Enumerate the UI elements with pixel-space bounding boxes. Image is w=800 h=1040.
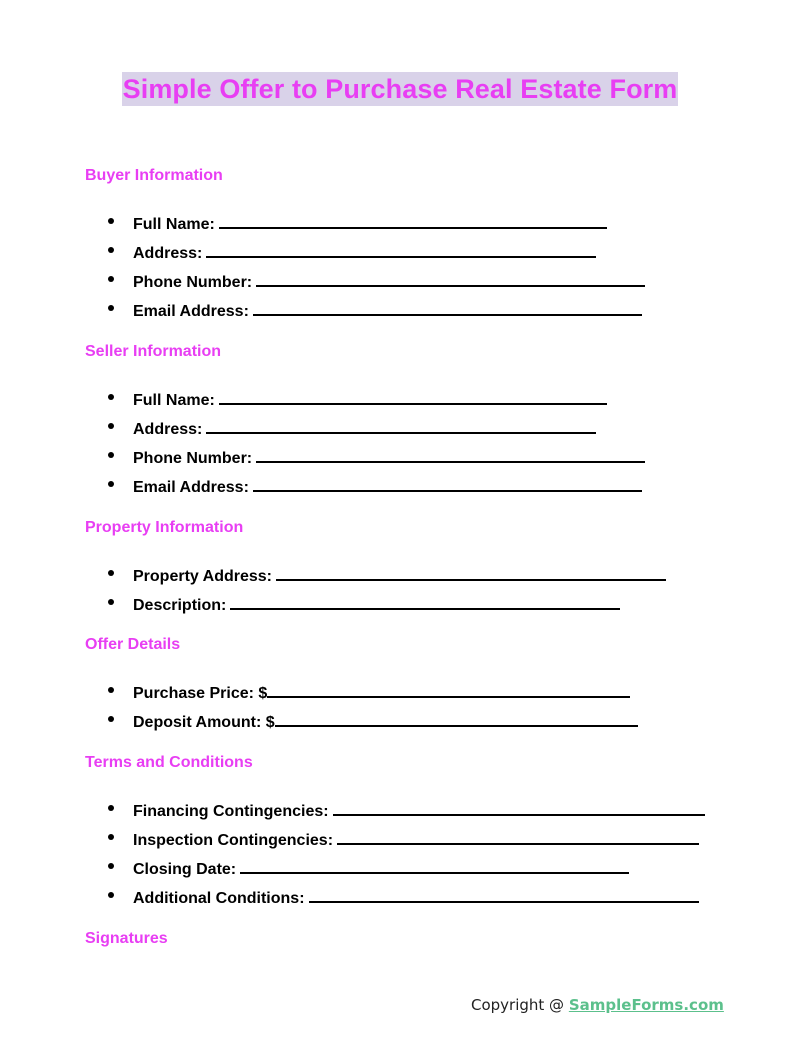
bullet-icon xyxy=(108,305,114,311)
full-name-blank-line[interactable] xyxy=(219,211,607,229)
bullet-icon xyxy=(108,863,114,869)
purchase-price-blank-line[interactable] xyxy=(267,680,630,698)
field-label: Deposit Amount: xyxy=(133,714,262,731)
phone-blank-line[interactable] xyxy=(256,445,645,463)
bullet-icon xyxy=(108,452,114,458)
seller-phone-field xyxy=(106,445,645,474)
sampleforms-link[interactable]: SampleForms.com xyxy=(568,996,724,1014)
seller-address-field xyxy=(106,416,645,445)
field-label: Property Address: xyxy=(133,568,272,585)
property-address-field xyxy=(106,563,666,592)
additional-conditions-blank-line[interactable] xyxy=(309,885,699,903)
section-heading-seller: Seller Information xyxy=(85,343,222,360)
closing-date-blank-line[interactable] xyxy=(240,856,629,874)
bullet-icon xyxy=(108,218,114,224)
bullet-icon xyxy=(108,394,114,400)
property-fields-list xyxy=(106,563,666,621)
section-heading-property: Property Information xyxy=(85,519,244,536)
bullet-icon xyxy=(108,892,114,898)
seller-email-field xyxy=(106,474,645,503)
financing-blank-line[interactable] xyxy=(333,798,705,816)
field-label: Phone Number: xyxy=(133,450,253,467)
additional-conditions-field xyxy=(106,885,705,914)
financing-contingencies-field xyxy=(106,798,705,827)
bullet-icon xyxy=(108,570,114,576)
title-wrapper xyxy=(0,72,800,106)
field-label: Address: xyxy=(133,421,203,438)
terms-fields-list xyxy=(106,798,705,914)
description-blank-line[interactable] xyxy=(230,592,620,610)
section-heading-offer: Offer Details xyxy=(85,636,181,653)
field-label: Purchase Price: xyxy=(133,685,254,702)
page-title: Simple Offer to Purchase Real Estate Form xyxy=(122,74,678,104)
bullet-icon xyxy=(108,834,114,840)
section-heading-terms: Terms and Conditions xyxy=(85,754,253,771)
email-blank-line[interactable] xyxy=(253,474,642,492)
field-label: Address: xyxy=(133,245,203,262)
currency-prefix: $ xyxy=(258,685,268,702)
property-address-blank-line[interactable] xyxy=(276,563,666,581)
field-label: Email Address: xyxy=(133,303,249,320)
phone-blank-line[interactable] xyxy=(256,269,645,287)
bullet-icon xyxy=(108,423,114,429)
bullet-icon xyxy=(108,716,114,722)
bullet-icon xyxy=(108,481,114,487)
buyer-address-field xyxy=(106,240,645,269)
seller-full-name-field xyxy=(106,387,645,416)
inspection-contingencies-field xyxy=(106,827,705,856)
copyright-text: Copyright @ xyxy=(471,996,569,1014)
field-label: Full Name: xyxy=(133,216,215,233)
deposit-amount-blank-line[interactable] xyxy=(275,709,638,727)
bullet-icon xyxy=(108,599,114,605)
seller-fields-list xyxy=(106,387,645,503)
field-label: Phone Number: xyxy=(133,274,253,291)
field-label: Closing Date: xyxy=(133,861,237,878)
bullet-icon xyxy=(108,276,114,282)
property-description-field xyxy=(106,592,666,621)
buyer-fields-list xyxy=(106,211,645,327)
address-blank-line[interactable] xyxy=(206,240,596,258)
offer-fields-list xyxy=(106,680,638,738)
purchase-price-field xyxy=(106,680,638,709)
closing-date-field xyxy=(106,856,705,885)
field-label: Financing Contingencies: xyxy=(133,803,329,820)
buyer-email-field xyxy=(106,298,645,327)
field-label: Description: xyxy=(133,597,227,614)
currency-prefix: $ xyxy=(265,714,275,731)
field-label: Email Address: xyxy=(133,479,249,496)
bullet-icon xyxy=(108,687,114,693)
buyer-phone-field xyxy=(106,269,645,298)
inspection-blank-line[interactable] xyxy=(337,827,699,845)
bullet-icon xyxy=(108,805,114,811)
field-label: Full Name: xyxy=(133,392,215,409)
bullet-icon xyxy=(108,247,114,253)
section-heading-signatures: Signatures xyxy=(85,930,168,947)
field-label: Inspection Contingencies: xyxy=(133,832,334,849)
full-name-blank-line[interactable] xyxy=(219,387,607,405)
email-blank-line[interactable] xyxy=(253,298,642,316)
section-heading-buyer: Buyer Information xyxy=(85,167,223,184)
field-label: Additional Conditions: xyxy=(133,890,305,907)
buyer-full-name-field xyxy=(106,211,645,240)
deposit-amount-field xyxy=(106,709,638,738)
address-blank-line[interactable] xyxy=(206,416,596,434)
footer-copyright xyxy=(471,995,724,1015)
